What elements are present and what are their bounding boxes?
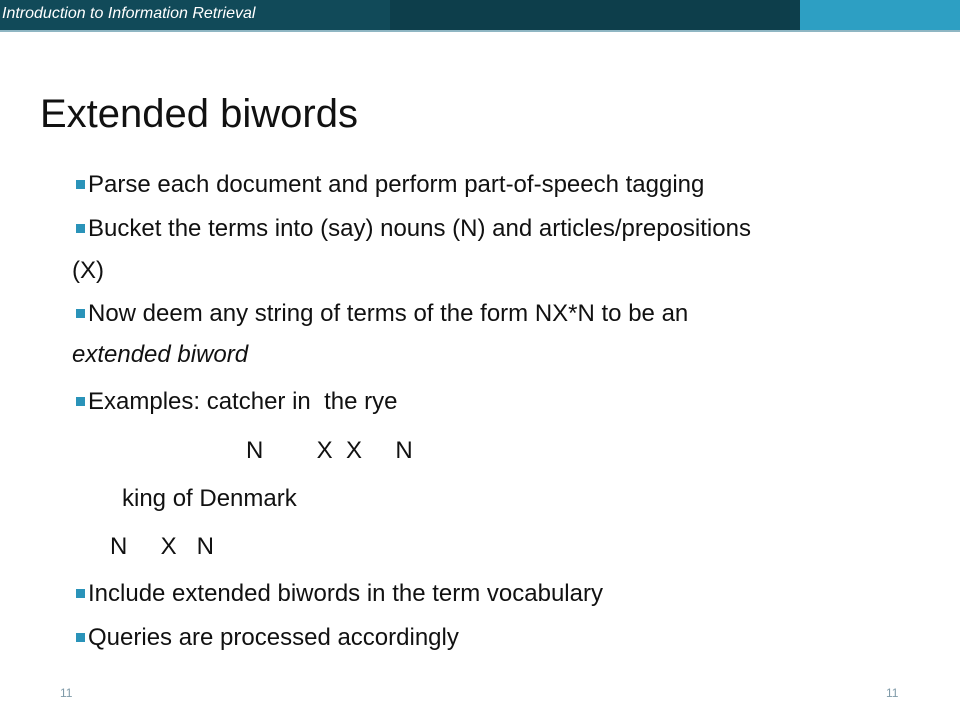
bullet-marker <box>76 633 85 642</box>
bullet-4-text: Examples: catcher in the rye <box>88 388 398 415</box>
example-tags-2: N X N <box>110 533 215 560</box>
page-number-left: 11 <box>60 686 73 700</box>
bullet-2-text-line2: (X) <box>72 257 104 284</box>
bullet-marker <box>76 224 85 233</box>
header-segment-dark <box>390 0 800 30</box>
bullet-marker <box>76 309 85 318</box>
bullet-marker <box>76 589 85 598</box>
header-segment-light <box>800 0 960 30</box>
header-rule <box>0 30 960 32</box>
example-phrase-2: king of Denmark <box>122 485 297 512</box>
slide-title: Extended biwords <box>40 92 358 136</box>
bullet-marker <box>76 397 85 406</box>
bullet-3-text-line2: extended biword <box>72 341 249 368</box>
bullet-2-text-line1: Bucket the terms into (say) nouns (N) and articles/prepositions <box>88 215 751 242</box>
page-number-right: 11 <box>886 686 899 700</box>
example-tags-1: N X X N <box>246 437 413 464</box>
bullet-marker <box>76 180 85 189</box>
header-bar <box>0 0 960 30</box>
bullet-3-text-line1: Now deem any string of terms of the form NX*N to be an <box>88 300 689 327</box>
course-title: Introduction to Information Retrieval <box>2 5 256 22</box>
bullet-5-text: Include extended biwords in the term vocabulary <box>88 580 603 607</box>
bullet-6-text: Queries are processed accordingly <box>88 624 459 651</box>
bullet-1-text: Parse each document and perform part-of-speech tagging <box>88 171 705 198</box>
